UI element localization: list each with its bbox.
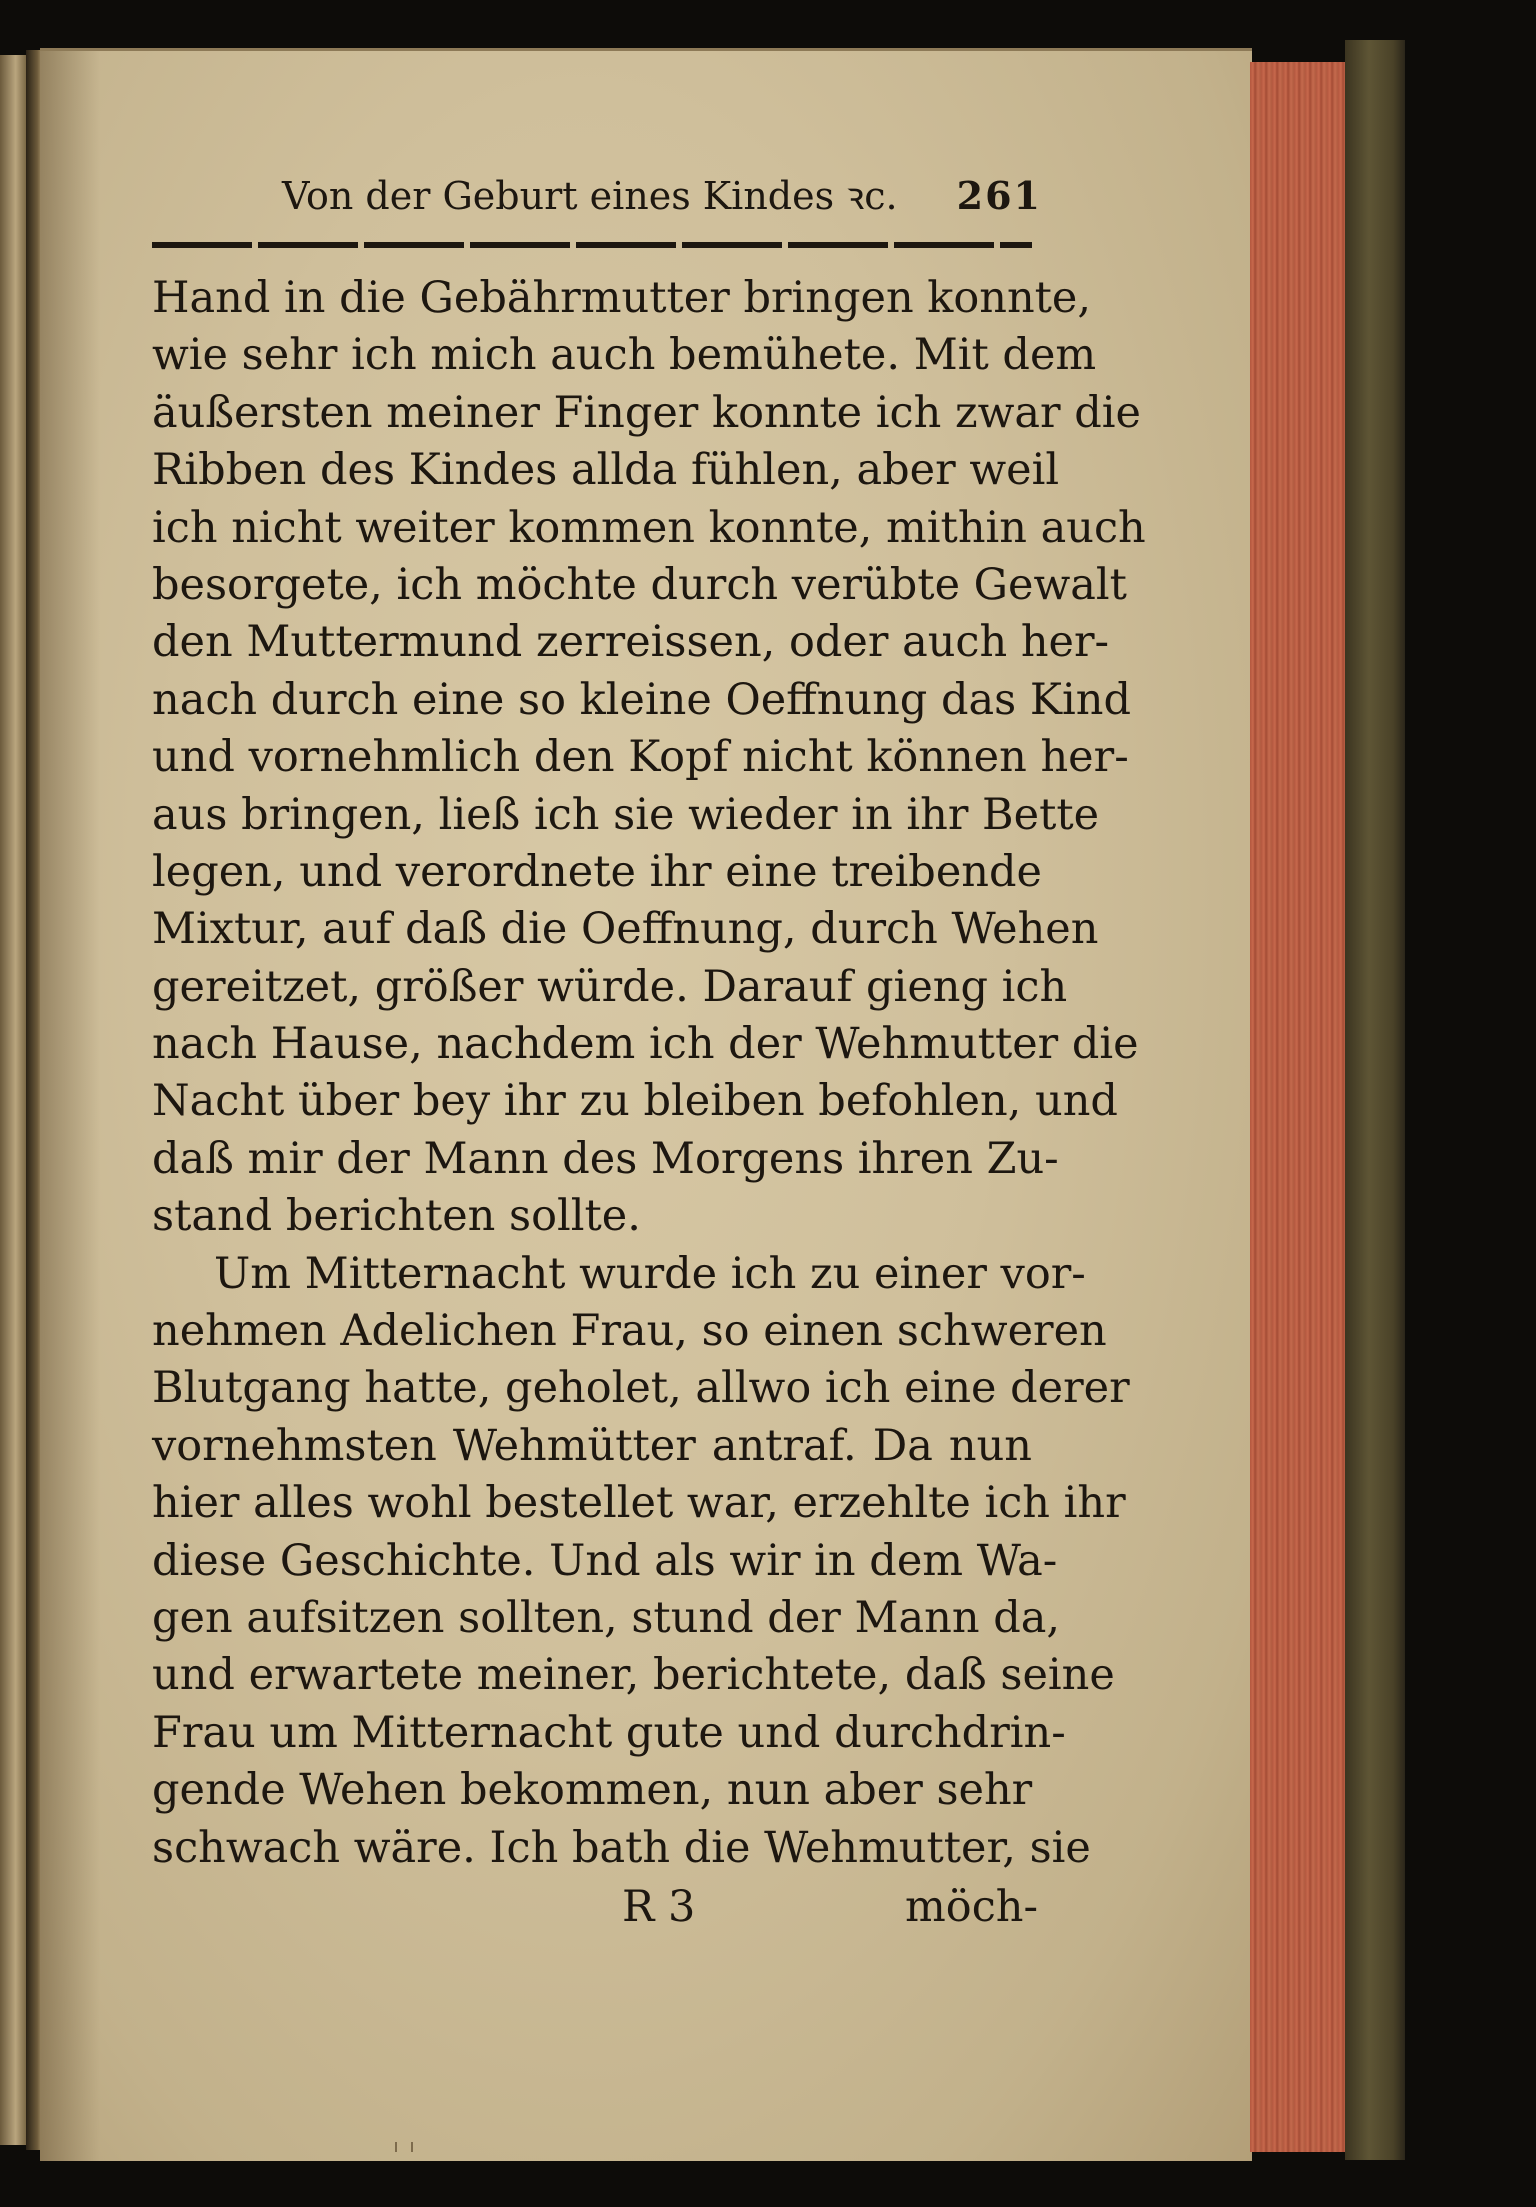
text-line: stand berichten sollte. [152, 1191, 641, 1242]
running-title: Von der Geburt eines Kindes ꝛc. [282, 174, 898, 218]
text-line: legen, und verordnete ihr eine treibende [152, 846, 1042, 897]
header-rule [152, 242, 1032, 248]
text-line: gen aufsitzen sollten, stund der Mann da, [152, 1592, 1061, 1643]
catchword: möch- [905, 1881, 1038, 1932]
text-block [152, 160, 1146, 1937]
text-line: und vornehmlich den Kopf nicht können her- [152, 732, 1129, 783]
text-line: nach durch eine so kleine Oeffnung das Kind [152, 674, 1131, 725]
text-line: ich nicht weiter kommen konnte, mithin auch [152, 502, 1146, 553]
text-line: Nacht über bey ihr zu bleiben befohlen, und [152, 1076, 1118, 1127]
text-line: den Muttermund zerreissen, oder auch her- [152, 617, 1110, 668]
text-line: hier alles wohl bestellet war, erzehlte ich ihr [152, 1478, 1126, 1529]
text-line: gereitzet, größer würde. Darauf gieng ich [152, 961, 1068, 1012]
text-line: daß mir der Mann des Morgens ihren Zu- [152, 1133, 1059, 1184]
page-number: 261 [956, 173, 1042, 218]
fold-mark [395, 2142, 413, 2152]
text-line: vornehmsten Wehmütter antraf. Da nun [152, 1420, 1032, 1471]
text-line: Blutgang hatte, geholet, allwo ich eine derer [152, 1363, 1130, 1414]
text-line: Frau um Mitternacht gute und durchdrin- [152, 1707, 1066, 1758]
running-head [152, 160, 1042, 232]
text-line: Mixtur, auf daß die Oeffnung, durch Wehen [152, 904, 1099, 955]
text-line: äußersten meiner Finger konnte ich zwar die [152, 387, 1141, 438]
text-line: Ribben des Kindes allda fühlen, aber weil [152, 445, 1060, 496]
text-line: wie sehr ich mich auch bemühete. Mit dem [152, 330, 1097, 381]
text-line: diese Geschichte. Und als wir in dem Wa- [152, 1535, 1058, 1586]
text-line: und erwartete meiner, berichtete, daß seine [152, 1650, 1115, 1701]
body-text [152, 270, 1146, 1877]
book-cover-edge [1345, 40, 1405, 2160]
facing-page-edge [0, 55, 26, 2145]
text-line: gende Wehen bekommen, nun aber sehr [152, 1765, 1033, 1816]
text-line: aus bringen, ließ ich sie wieder in ihr Bette [152, 789, 1100, 840]
text-line: nach Hause, nachdem ich der Wehmutter die [152, 1019, 1139, 1070]
paragraph-start-line: Um Mitternacht wurde ich zu einer vor- [214, 1248, 1086, 1299]
text-line: nehmen Adelichen Frau, so einen schweren [152, 1306, 1107, 1357]
text-line: besorgete, ich möchte durch verübte Gewalt [152, 559, 1127, 610]
page-block-edge [1250, 62, 1345, 2152]
signature-mark: R 3 [622, 1881, 696, 1932]
text-line: schwach wäre. Ich bath die Wehmutter, sie [152, 1822, 1091, 1873]
text-line: Hand in die Gebährmutter bringen konnte, [152, 273, 1092, 323]
page-footer [152, 1877, 1038, 1937]
